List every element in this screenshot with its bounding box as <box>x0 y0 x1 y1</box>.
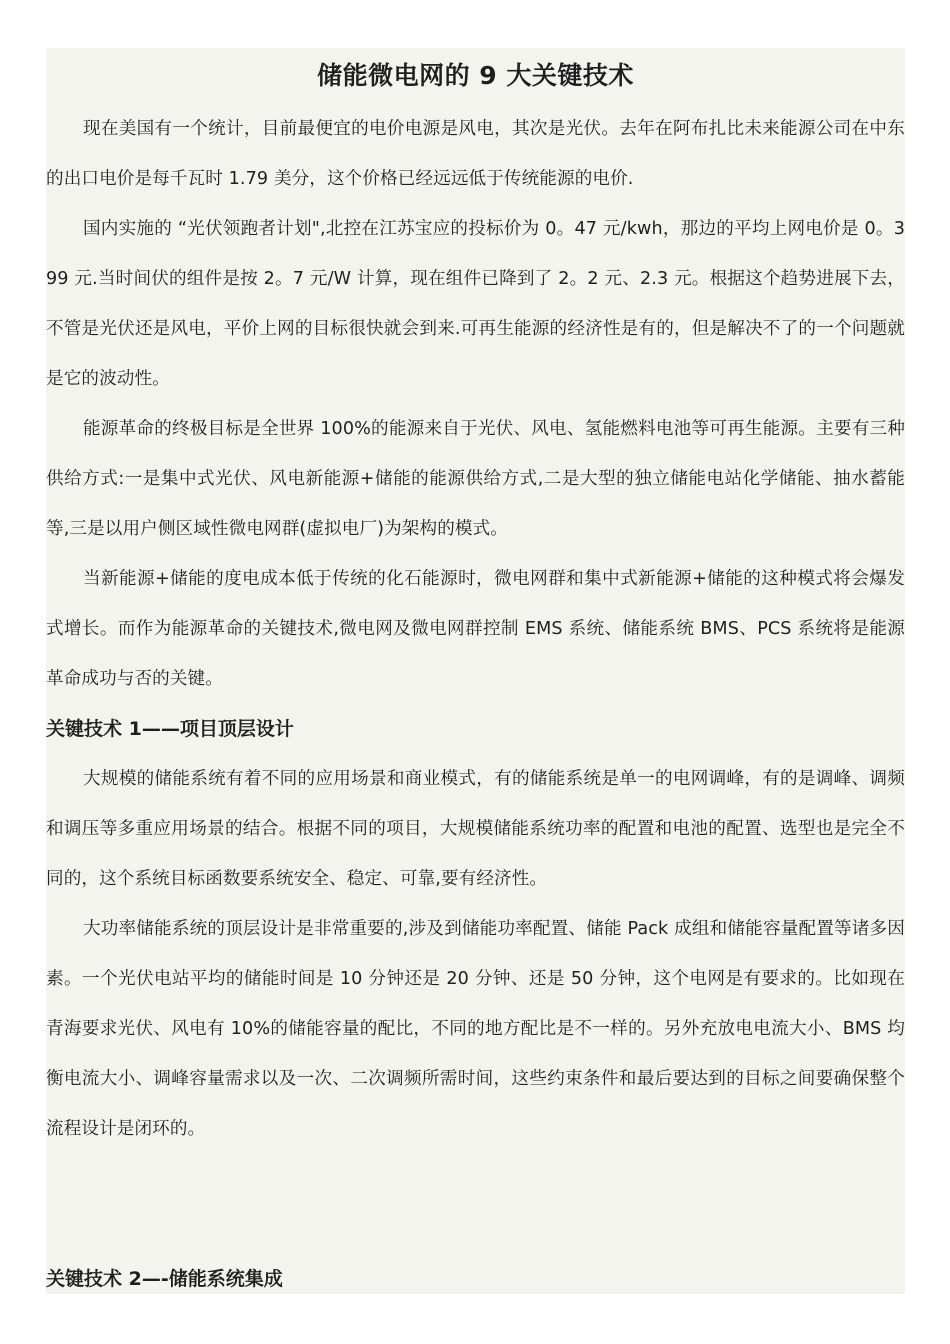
document-title: 储能微电网的 9 大关键技术 <box>317 61 634 90</box>
intro-paragraph-2: 国内实施的 “光伏领跑者计划",北控在江苏宝应的投标价为 0。47 元/kwh，那边的平均上网电价是 0。399 元.当时间伏的组件是按 2。7 元/W 计算，现在组件已降到了 2。2 元、2.3 元。根据这个趋势进展下去，不管是光伏还是风电，平价上网的目标很快就会到来.可再生能源的经济性是有的，但是解决不了的一个问题就是它的波动性。 <box>46 219 905 389</box>
section-heading-1: 关键技术 1——项目顶层设计 <box>46 718 294 740</box>
blank-space <box>46 1154 905 1254</box>
section1-paragraph-1: 大规模的储能系统有着不同的应用场景和商业模式，有的储能系统是单一的电网调峰，有的是调峰、调频和调压等多重应用场景的结合。根据不同的项目，大规模储能系统功率的配置和电池的配置、选型也是完全不同的，这个系统目标函数要系统安全、稳定、可靠,要有经济性。 <box>46 769 905 889</box>
section-heading-2: 关键技术 2—-储能系统集成 <box>46 1268 283 1290</box>
intro-paragraph-1: 现在美国有一个统计，目前最便宜的电价电源是风电，其次是光伏。去年在阿布扎比未来能源公司在中东的出口电价是每千瓦时 1.79 美分，这个价格已经远远低于传统能源的电价. <box>46 119 905 189</box>
document-page <box>46 48 905 1294</box>
intro-paragraph-4: 当新能源+储能的度电成本低于传统的化石能源时，微电网群和集中式新能源+储能的这种模式将会爆发式增长。而作为能源革命的关键技术,微电网及微电网群控制 EMS 系统、储能系统 BMS、PCS 系统将是能源革命成功与否的关键。 <box>46 569 905 689</box>
document-content <box>46 48 905 1304</box>
section1-paragraph-2: 大功率储能系统的顶层设计是非常重要的,涉及到储能功率配置、储能 Pack 成组和储能容量配置等诸多因素。一个光伏电站平均的储能时间是 10 分钟还是 20 分钟、还是 50 分钟，这个电网是有要求的。比如现在青海要求光伏、风电有 10%的储能容量的配比，不同的地方配比是不一样的。另外充放电电流大小、BMS 均衡电流大小、调峰容量需求以及一次、二次调频所需时间，这些约束条件和最后要达到的目标之间要确保整个流程设计是闭环的。 <box>46 919 905 1139</box>
intro-paragraph-3: 能源革命的终极目标是全世界 100%的能源来自于光伏、风电、氢能燃料电池等可再生能源。主要有三种供给方式:一是集中式光伏、风电新能源+储能的能源供给方式,二是大型的独立储能电站化学储能、抽水蓄能等,三是以用户侧区域性微电网群(虚拟电厂)为架构的模式。 <box>46 419 905 539</box>
